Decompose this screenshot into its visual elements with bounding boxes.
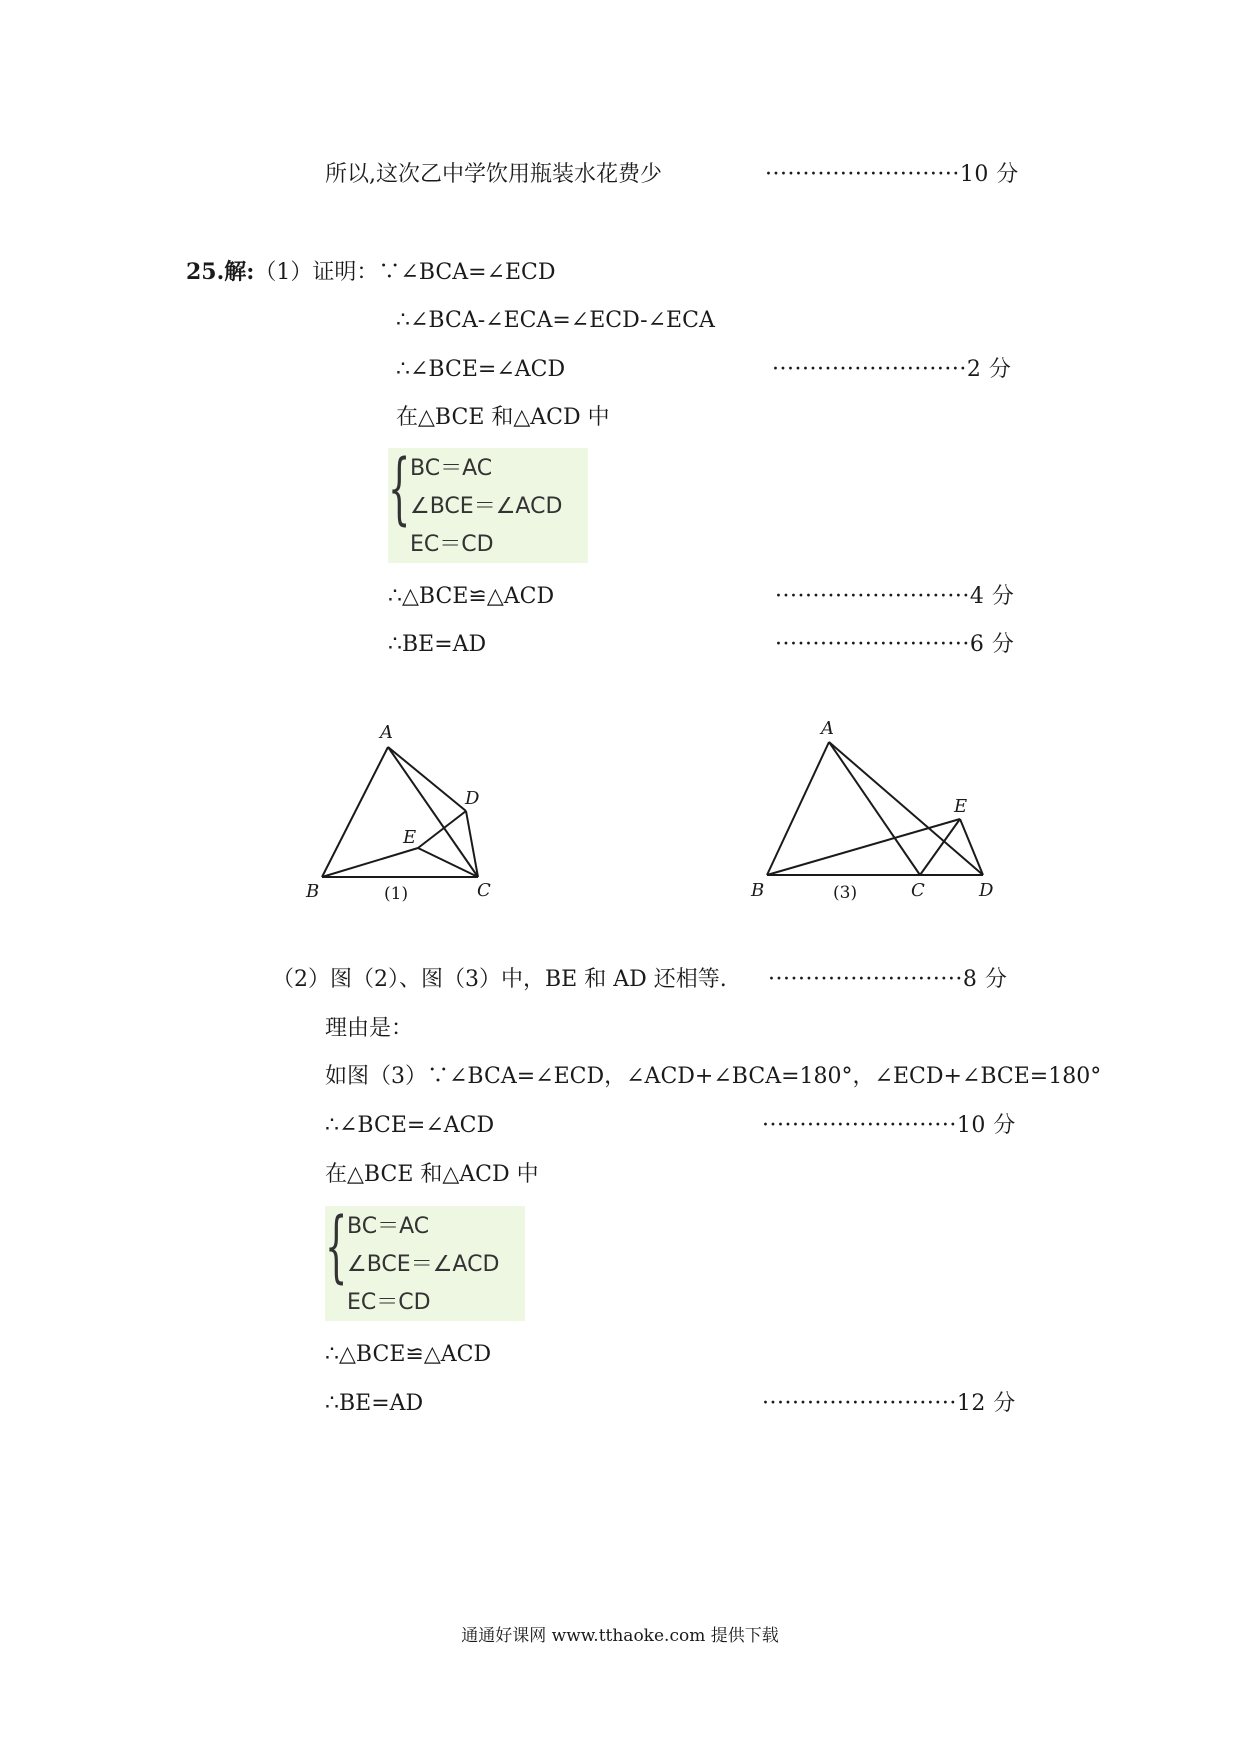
score-marker: ··························12 分 (762, 1391, 1016, 1416)
condition: EC＝CD (347, 1290, 431, 1315)
score-marker: ··························2 分 (772, 357, 1012, 382)
proof-step: ∴BE=AD (325, 1391, 424, 1416)
equation-system-2 (325, 1202, 525, 1321)
vertex-label-c: C (911, 880, 925, 901)
figure-caption: (1) (384, 884, 409, 904)
footer-credit: 通通好课网 www.tthaoke.com 提供下载 (461, 1626, 779, 1646)
vertex-label-c: C (477, 880, 491, 901)
proof-step: ∴∠BCE=∠ACD (396, 357, 566, 382)
equation-system-1 (388, 444, 588, 563)
brace-icon: { (325, 1202, 348, 1292)
condition: BC＝AC (347, 1214, 430, 1239)
figure-3 (745, 715, 1015, 915)
score-marker: ··························10 分 (765, 162, 1019, 187)
conclusion-line: 所以,这次乙中学饮用瓶装水花费少 (325, 162, 662, 187)
question-number: 25.解: (186, 259, 255, 285)
vertex-label-b: B (306, 881, 320, 902)
vertex-label-b: B (751, 880, 765, 901)
vertex-label-d: D (465, 788, 480, 809)
part1-header: （1）证明：∵∠BCA=∠ECD (254, 260, 556, 285)
score-marker: ··························8 分 (768, 967, 1008, 992)
proof-step: ∴△BCE≌△ACD (325, 1342, 492, 1367)
proof-step: 在△BCE 和△ACD 中 (396, 405, 610, 430)
condition: BC＝AC (410, 456, 493, 481)
vertex-label-e: E (954, 796, 968, 817)
proof-step: 在△BCE 和△ACD 中 (325, 1162, 539, 1187)
proof-step: ∴∠BCA-∠ECA=∠ECD-∠ECA (396, 308, 715, 333)
proof-step: ∴∠BCE=∠ACD (325, 1113, 495, 1138)
score-marker: ··························6 分 (775, 632, 1015, 657)
proof-step: 如图（3）∵∠BCA=∠ECD，∠ACD+∠BCA=180°，∠ECD+∠BCE=180° (325, 1064, 1102, 1089)
proof-step: 理由是： (325, 1016, 414, 1041)
vertex-label-d: D (979, 880, 994, 901)
condition: EC＝CD (410, 532, 494, 557)
condition: ∠BCE＝∠ACD (410, 494, 563, 519)
vertex-label-a: A (821, 718, 834, 739)
figure-1 (300, 715, 520, 915)
score-marker: ··························10 分 (762, 1113, 1016, 1138)
brace-icon: { (388, 444, 411, 534)
condition: ∠BCE＝∠ACD (347, 1252, 500, 1277)
figure-caption: (3) (833, 883, 858, 903)
proof-step: ∴△BCE≌△ACD (388, 584, 555, 609)
question-25 (186, 257, 556, 288)
score-marker: ··························4 分 (775, 584, 1015, 609)
vertex-label-a: A (380, 722, 393, 743)
vertex-label-e: E (403, 827, 417, 848)
part2-header: （2）图（2）、图（3）中，BE 和 AD 还相等. (272, 967, 727, 992)
proof-step: ∴BE=AD (388, 632, 487, 657)
